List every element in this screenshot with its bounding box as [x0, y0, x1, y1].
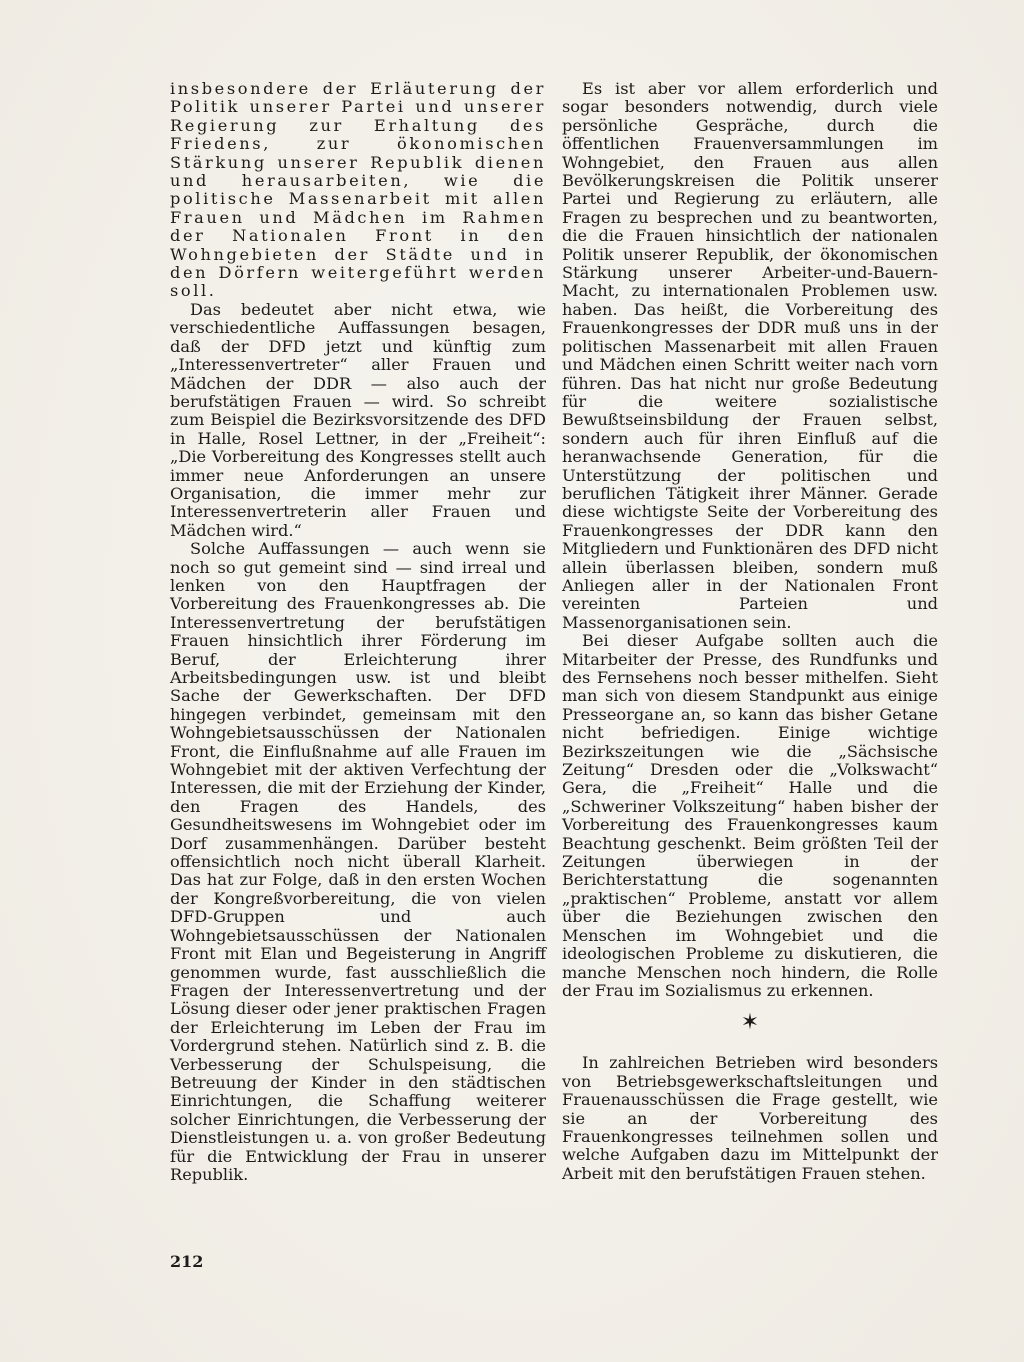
right-paragraph-1: Es ist aber vor allem erforderlich und sogar besonders notwendig, durch viele persönliche Gespräche, durch die öffentlichen Frauenversammlungen im Wohngebiet, den Frauen aus allen Bevölkerungskreisen die Politik unserer Partei und Regierung zu erläutern, alle Fragen zu besprechen und zu beantworten, die die Frauen hinsichtlich der nationalen Politik unserer Republik, der ökonomischen Stärkung unserer Arbeiter-und-Bauern-Macht, zu internationalen Problemen usw. haben. Das heißt, die Vorbereitung des Frauenkongresses der DDR muß uns in der politischen Massenarbeit mit allen Frauen und Mädchen einen Schritt weiter nach vorn führen. Das hat nicht nur große Bedeutung für die weitere sozialistische Bewußtseinsbildung der Frauen selbst, sondern auch für ihren Einfluß auf die heranwachsende Generation, für die Unterstützung der politischen und beruflichen Tätigkeit ihrer Männer. Gerade diese wichtigste Seite der Vorbereitung des Frauenkongresses der DDR kann den Mitgliedern und Funktionären des DFD nicht allein überlassen bleiben, sondern muß Anliegen aller in der Nationalen Front vereinten Parteien und Massenorganisationen sein.	[562, 79, 938, 632]
left-paragraph-2: Das bedeutet aber nicht etwa, wie verschiedentliche Auffassungen besagen, daß der DFD jetzt und künftig zum „Interessenvertreter“ aller Frauen und Mädchen der DDR — also auch der berufstätigen Frauen — wird. So schreibt zum Beispiel die Bezirksvorsitzende des DFD in Halle, Rosel Lettner, in der „Freiheit“: „Die Vorbereitung des Kongresses stellt auch immer neue Anforderungen an unsere Organisation, die immer mehr zur Interessenvertreterin aller Frauen und Mädchen wird.“	[170, 299, 546, 540]
right-column	[562, 80, 938, 1183]
right-paragraph-2: Bei dieser Aufgabe sollten auch die Mitarbeiter der Presse, des Rundfunks und des Fernsehens noch besser mithelfen. Sieht man sich von diesem Standpunkt aus einige Presseorgane an, so kann das bisher Getane nicht befriedigen. Einige wichtige Bezirkszeitungen wie die „Sächsische Zeitung“ Dresden oder die „Volkswacht“ Gera, die „Freiheit“ Halle und die „Schweriner Volkszeitung“ haben bisher der Vorbereitung des Frauenkongresses kaum Beachtung geschenkt. Beim größten Teil der Zeitungen überwiegen in der Berichterstattung die sogenannten „praktischen“ Probleme, anstatt vor allem über die Beziehungen zwischen den Menschen im Wohngebiet und die ideologischen Probleme zu diskutieren, die manche Menschen noch hindern, die Rolle der Frau im Sozialismus zu erkennen.	[562, 631, 938, 1000]
page-number: 212	[170, 1252, 204, 1271]
left-paragraph-3: Solche Auffassungen — auch wenn sie noch so gut gemeint sind — sind irreal und lenken von den Hauptfragen der Vorbereitung des Frauenkongresses ab. Die Interessenvertretung der berufstätigen Frauen hinsichtlich ihrer Förderung im Beruf, der Erleichterung ihrer Arbeitsbedingungen usw. ist und bleibt Sache der Gewerkschaften. Der DFD hingegen verbindet, gemeinsam mit den Wohngebietsausschüssen der Nationalen Front, die Einflußnahme auf alle Frauen im Wohngebiet mit der aktiven Verfechtung der Interessen, die mit der Erziehung der Kinder, den Fragen des Handels, des Gesundheitswesens im Wohngebiet oder im Dorf zusammenhängen. Darüber besteht offensichtlich noch nicht überall Klarheit. Das hat zur Folge, daß in den ersten Wochen der Kongreßvorbereitung, die von vielen DFD-Gruppen und auch Wohngebietsausschüssen der Nationalen Front mit Elan und Begeisterung in Angriff genommen wurde, fast ausschließlich die Fragen der Interessenvertretung und der Lösung dieser oder jener praktischen Fragen der Erleichterung im Leben der Frau im Vordergrund stehen. Natürlich sind z. B. die Verbesserung der Schulspeisung, die Betreuung der Kinder in den städtischen Einrichtungen, die Schaffung weiterer solcher Einrichtungen, die Verbesserung der Dienstleistungen u. a. von großer Bedeutung für die Entwicklung der Frau in unserer Republik.	[170, 539, 546, 1184]
left-paragraph-1: insbesondere der Erläuterung der Politik unserer Partei und unserer Regierung zur Erhaltung des Friedens, zur ökonomischen Stärkung unserer Republik dienen und herausarbeiten, wie die politische Massenarbeit mit allen Frauen und Mädchen im Rahmen der Nationalen Front in den Wohngebieten der Städte und in den Dörfern weitergeführt werden soll.	[170, 79, 546, 301]
left-column	[170, 80, 546, 1184]
right-paragraph-3: In zahlreichen Betrieben wird besonders von Betriebsgewerkschaftsleitungen und Frauenausschüssen die Frage gestellt, wie sie an der Vorbereitung des Frauenkongresses teilnehmen sollen und welche Aufgaben dazu im Mittelpunkt der Arbeit mit den berufstätigen Frauen stehen.	[562, 1053, 938, 1183]
section-separator-icon: ✶	[740, 1010, 760, 1036]
